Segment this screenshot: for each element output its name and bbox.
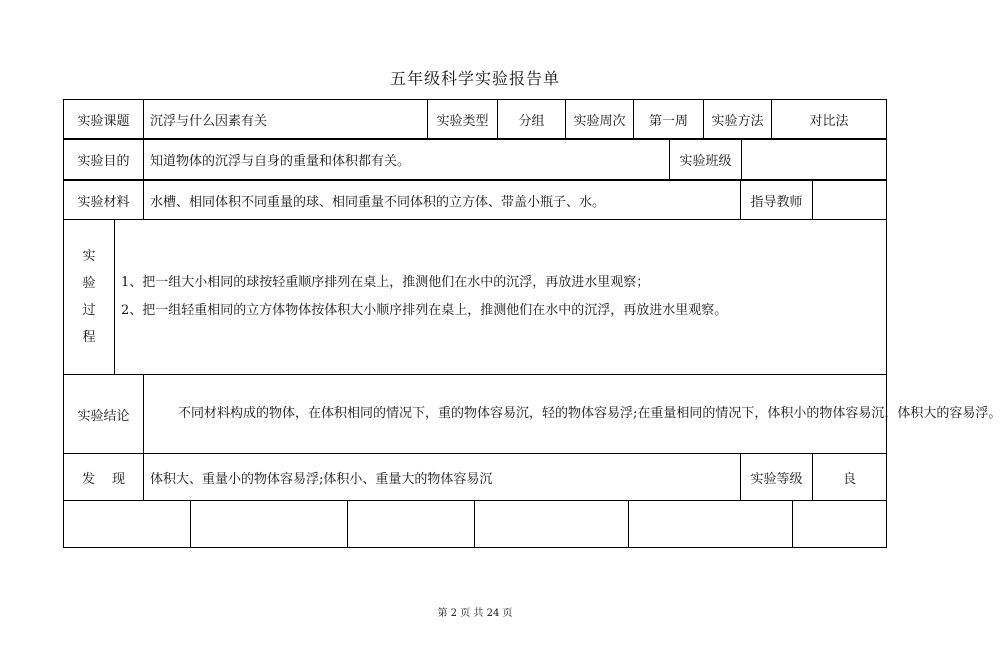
process-label: 实 验 过 程 — [64, 220, 115, 375]
blank-cell — [475, 501, 629, 548]
report-row-conclusion — [63, 375, 1001, 454]
method-value: 对比法 — [772, 100, 887, 139]
conclusion-value: 不同材料构成的物体，在体积相同的情况下，重的物体容易沉，轻的物体容易浮;在重量相同的情况下，体积小的物体容易沉，体积大的容易浮。 — [178, 406, 1001, 421]
materials-label: 实验材料 — [64, 181, 144, 220]
page-footer: 第 2 页 共 24 页 — [437, 608, 513, 619]
class-label: 实验班级 — [670, 140, 742, 180]
week-label: 实验周次 — [566, 100, 634, 139]
conclusion-cell — [144, 375, 1001, 454]
topic-label: 实验课题 — [64, 100, 144, 139]
findings-label: 发 现 — [64, 454, 144, 501]
blank-cell — [629, 501, 793, 548]
type-value: 分组 — [498, 100, 566, 139]
report-row-materials — [63, 180, 887, 220]
grade-value: 良 — [813, 454, 887, 501]
report-row-purpose — [63, 139, 887, 180]
type-label: 实验类型 — [428, 100, 498, 139]
report-row-blank — [63, 501, 887, 548]
purpose-label: 实验目的 — [64, 140, 144, 180]
report-row-topic — [63, 99, 887, 139]
report-row-process — [63, 220, 887, 375]
process-step-2: 2、把一组轻重相同的立方体物体按体积大小顺序排列在桌上，推测他们在水中的沉浮，再放进水里观察。 — [121, 303, 728, 318]
teacher-value — [813, 181, 887, 220]
blank-cell — [793, 501, 887, 548]
blank-cell — [191, 501, 348, 548]
document-title: 五年级科学实验报告单 — [389, 69, 560, 88]
teacher-label: 指导教师 — [741, 181, 813, 220]
process-steps — [115, 220, 887, 375]
materials-value: 水槽、相同体积不同重量的球、相同重量不同体积的立方体、带盖小瓶子、水。 — [144, 181, 741, 220]
grade-label: 实验等级 — [741, 454, 813, 501]
method-label: 实验方法 — [704, 100, 772, 139]
report-row-findings — [63, 454, 887, 501]
topic-value: 沉浮与什么因素有关 — [144, 100, 428, 139]
conclusion-label: 实验结论 — [64, 375, 144, 454]
blank-cell — [348, 501, 475, 548]
class-value — [742, 140, 887, 180]
purpose-value: 知道物体的沉浮与自身的重量和体积都有关。 — [144, 140, 670, 180]
week-value: 第一周 — [634, 100, 704, 139]
findings-value: 体积大、重量小的物体容易浮;体积小、重量大的物体容易沉 — [144, 454, 741, 501]
blank-cell — [64, 501, 191, 548]
process-step-1: 1、把一组大小相同的球按轻重顺序排列在桌上，推测他们在水中的沉浮，再放进水里观察； — [121, 275, 650, 290]
